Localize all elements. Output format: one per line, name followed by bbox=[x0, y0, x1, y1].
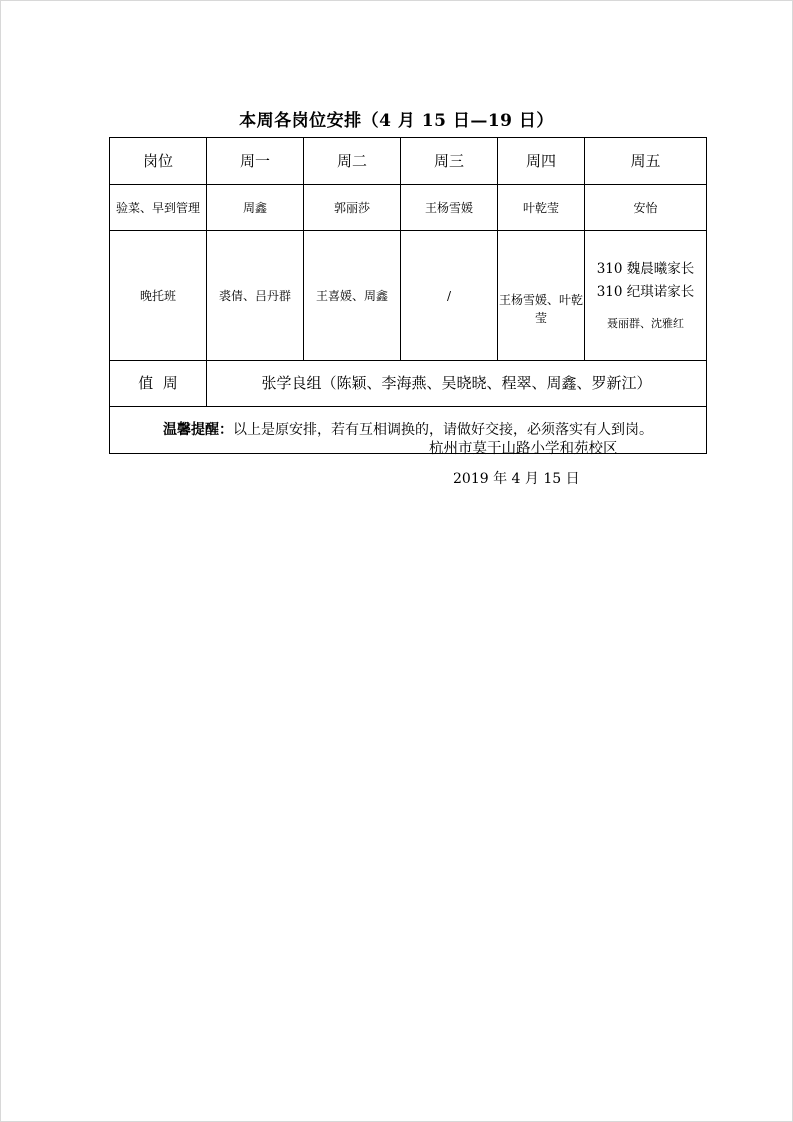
note-label: 温馨提醒： bbox=[163, 421, 233, 438]
schedule-table bbox=[109, 137, 707, 454]
header-monday: 周一 bbox=[207, 138, 304, 185]
header-thursday: 周四 bbox=[498, 138, 585, 185]
cell-wednesday: / bbox=[401, 231, 498, 361]
header-wednesday: 周三 bbox=[401, 138, 498, 185]
duty-label: 值 周 bbox=[110, 361, 207, 407]
role-cell: 验菜、早到管理 bbox=[110, 185, 207, 231]
duty-row bbox=[110, 361, 707, 407]
header-tuesday: 周二 bbox=[304, 138, 401, 185]
cell-monday: 裘倩、吕丹群 bbox=[207, 231, 304, 361]
page-title: 本周各岗位安排（4 月 15 日—19 日） bbox=[239, 111, 554, 131]
duty-value: 张学良组（陈颖、李海燕、吴晓晓、程翠、周鑫、罗新江） bbox=[207, 361, 707, 407]
cell-monday: 周鑫 bbox=[207, 185, 304, 231]
header-friday: 周五 bbox=[585, 138, 707, 185]
header-role: 岗位 bbox=[110, 138, 207, 185]
cell-wednesday: 王杨雪媛 bbox=[401, 185, 498, 231]
cell-friday bbox=[585, 231, 707, 361]
cell-thursday: 王杨雪媛、叶乾莹 bbox=[498, 231, 585, 361]
table-header-row bbox=[110, 138, 707, 185]
cell-tuesday: 郭丽莎 bbox=[304, 185, 401, 231]
note-text: 以上是原安排，若有互相调换的，请做好交接，必须落实有人到岗。 bbox=[233, 421, 653, 438]
school-signature: 杭州市莫干山路小学和苑校区 bbox=[429, 441, 618, 457]
issue-date: 2019 年 4 月 15 日 bbox=[453, 471, 580, 487]
friday-parent-1: 310 魏晨曦家长 bbox=[596, 261, 695, 278]
cell-thursday: 叶乾莹 bbox=[498, 185, 585, 231]
role-cell: 晚托班 bbox=[110, 231, 207, 361]
cell-friday: 安怡 bbox=[585, 185, 707, 231]
cell-tuesday: 王喜媛、周鑫 bbox=[304, 231, 401, 361]
friday-teachers: 聂丽群、沈雅红 bbox=[607, 317, 684, 331]
table-row bbox=[110, 185, 707, 231]
table-row bbox=[110, 231, 707, 361]
friday-parent-2: 310 纪琪诺家长 bbox=[596, 284, 695, 301]
